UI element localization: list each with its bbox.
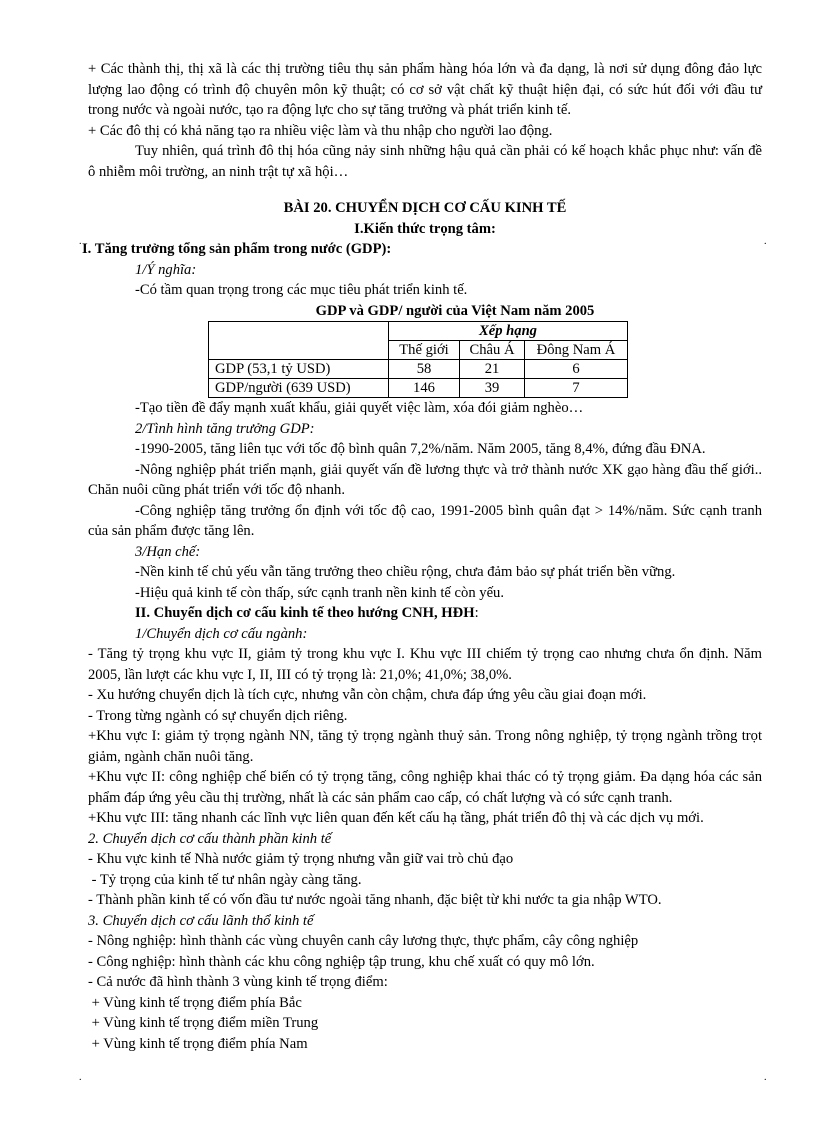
sub3-item-4: + Vùng kinh tế trọng điểm phía Bắc [88,994,302,1011]
sub1-item-1: - Tăng tỷ trọng khu vực II, giảm tỷ trong khu vực I. Khu vực III chiếm tỷ trọng cao nhưng chưa ổn định. Năm 2005, lần lượt các khu vực I, II, III có tỷ trọng là: 21,0%; 41,0%; 38,0%. [88,646,762,683]
margin-dot: . [764,236,767,247]
document-page [82,59,762,1054]
table-row-label: GDP (53,1 tỷ USD) [209,360,389,379]
sub3-item-1: - Nông nghiệp: hình thành các vùng chuyên canh cây lương thực, thực phẩm, cây công nghiệp [88,933,639,949]
table-header-row [209,322,628,341]
sub1-item-5: +Khu vực II: công nghiệp chế biến có tỷ trọng tăng, công nghiệp khai thác có tỷ trọng giảm. Đa dạng hóa các sản phẩm đáp ứng yêu cầu thị trường, nhất là các sản phẩm cao cấp, có chất lượng và có sức cạnh tranh. [88,769,762,806]
margin-dot: . [79,1072,82,1083]
after-table-text: -Tạo tiền đề đẩy mạnh xuất khẩu, giải quyết việc làm, xóa đói giảm nghèo… [135,400,584,416]
sub3-item-2: - Công nghiệp: hình thành các khu công nghiệp tập trung, khu chế xuất có quy mô lớn. [88,953,595,970]
intro-paragraph-3: Tuy nhiên, quá trình đô thị hóa cũng nảy sinh những hậu quả cần phải có kế hoạch khắc phục như: vấn đề ô nhiễm môi trường, an ninh trật tự xã hội… [88,143,762,180]
limit-label: 3/Hạn chế: [135,543,201,560]
sub3-item-3: - Cả nước đã hình thành 3 vùng kinh tế trọng điểm: [88,974,388,990]
sub1-item-4: +Khu vực I: giảm tỷ trọng ngành NN, tăng tỷ trọng ngành thuỷ sản. Trong nông nghiệp, tỷ trọng ngành trồng trọt giảm, ngành chăn nuôi tăng. [88,728,762,765]
situation-item-2: -Nông nghiệp phát triển mạnh, giải quyết vấn đề lương thực và trở thành nước XK gạo hàng đầu thế giới.. Chăn nuôi cũng phát triển với tốc độ nhanh. [88,461,762,498]
sub2-item-2: - Tỷ trọng của kinh tế tư nhân ngày càng tăng. [88,871,362,888]
sub1-item-2: - Xu hướng chuyển dịch là tích cực, nhưng vẫn còn chậm, chưa đáp ứng yêu cầu giai đoạn mới. [88,687,647,703]
sub1-item-6: +Khu vực III: tăng nhanh các lĩnh vực liên quan đến kết cấu hạ tầng, phát triển đô thị và các dịch vụ mới. [88,810,704,826]
meaning-label: 1/Ý nghĩa: [135,261,197,278]
table-empty-cell [209,322,389,360]
margin-dot: . [79,236,82,247]
section2-heading-colon: : [474,605,479,621]
lesson-title: BÀI 20. CHUYỂN DỊCH CƠ CẤU KINH TẾ [283,200,567,216]
sub2-label: 2. Chuyển dịch cơ cấu thành phần kinh tế [88,830,332,847]
table-cell: 146 [389,379,460,398]
table-cell: 58 [389,360,460,379]
table-row-label: GDP/người (639 USD) [209,379,389,398]
table-col-header: Châu Á [460,341,525,360]
intro-paragraph-2: + Các đô thị có khả năng tạo ra nhiều việc làm và thu nhập cho người lao động. [88,122,553,139]
table-cell: 39 [460,379,525,398]
table-row [209,379,628,398]
table-cell: 7 [525,379,628,398]
sub1-item-3: - Trong từng ngành có sự chuyển dịch riêng. [88,707,348,724]
lesson-subtitle: I.Kiến thức trọng tâm: [354,220,496,237]
sub3-item-6: + Vùng kinh tế trọng điểm phía Nam [88,1035,308,1052]
margin-dot: . [764,1072,767,1083]
sub2-item-1: - Khu vực kinh tế Nhà nước giảm tỷ trọng nhưng vẫn giữ vai trò chủ đạo [88,851,514,867]
section2-heading-line [88,603,762,624]
section2-heading: II. Chuyển dịch cơ cấu kinh tế theo hướng CNH, HĐH [135,605,475,621]
limit-item-1: -Nền kinh tế chủ yếu vẫn tăng trưởng theo chiều rộng, chưa đảm bảo sự phát triển bền vững. [135,564,676,580]
table-caption: GDP và GDP/ người của Việt Nam năm 2005 [315,302,595,319]
situation-label: 2/Tình hình tăng trưởng GDP: [135,420,315,437]
sub2-item-3: - Thành phần kinh tế có vốn đầu tư nước ngoài tăng nhanh, đặc biệt từ khi nước ta gia nhập WTO. [88,892,662,908]
gdp-table [208,321,628,398]
table-cell: 21 [460,360,525,379]
table-group-header: Xếp hạng [389,322,628,341]
situation-item-3: -Công nghiệp tăng trưởng ổn định với tốc độ cao, 1991-2005 bình quân đạt > 14%/năm. Sức cạnh tranh của sản phẩm được tăng lên. [88,502,762,539]
sub3-item-5: + Vùng kinh tế trọng điểm miền Trung [88,1015,319,1031]
section1-heading: I. Tăng trưởng tổng sản phẩm trong nước (GDP): [82,241,392,257]
sub1-label: 1/Chuyển dịch cơ cấu ngành: [135,625,308,642]
table-col-header: Đông Nam Á [525,341,628,360]
table-row [209,360,628,379]
table-cell: 6 [525,360,628,379]
situation-item-1: -1990-2005, tăng liên tục với tốc độ bình quân 7,2%/năm. Năm 2005, tăng 8,4%, đứng đầu ĐNA. [135,441,706,457]
sub3-label: 3. Chuyển dịch cơ cấu lãnh thổ kinh tế [88,912,314,929]
limit-item-2: -Hiệu quả kinh tế còn thấp, sức cạnh tranh nền kinh tế còn yếu. [135,584,504,601]
meaning-text: -Có tầm quan trọng trong các mục tiêu phát triển kinh tế. [135,282,468,298]
intro-paragraph-1: + Các thành thị, thị xã là các thị trường tiêu thụ sản phẩm hàng hóa lớn và đa dạng, là nơi sử dụng đông đảo lực lượng lao động có trình độ chuyên môn kỹ thuật; có cơ sở vật chất kỹ thuật hiện đại, có sức hút đối với đầu tư trong nước và ngoài nước, tạo ra động lực cho sự tăng trưởng và phát triển kinh tế. [88,61,762,118]
table-col-header: Thế giới [389,341,460,360]
